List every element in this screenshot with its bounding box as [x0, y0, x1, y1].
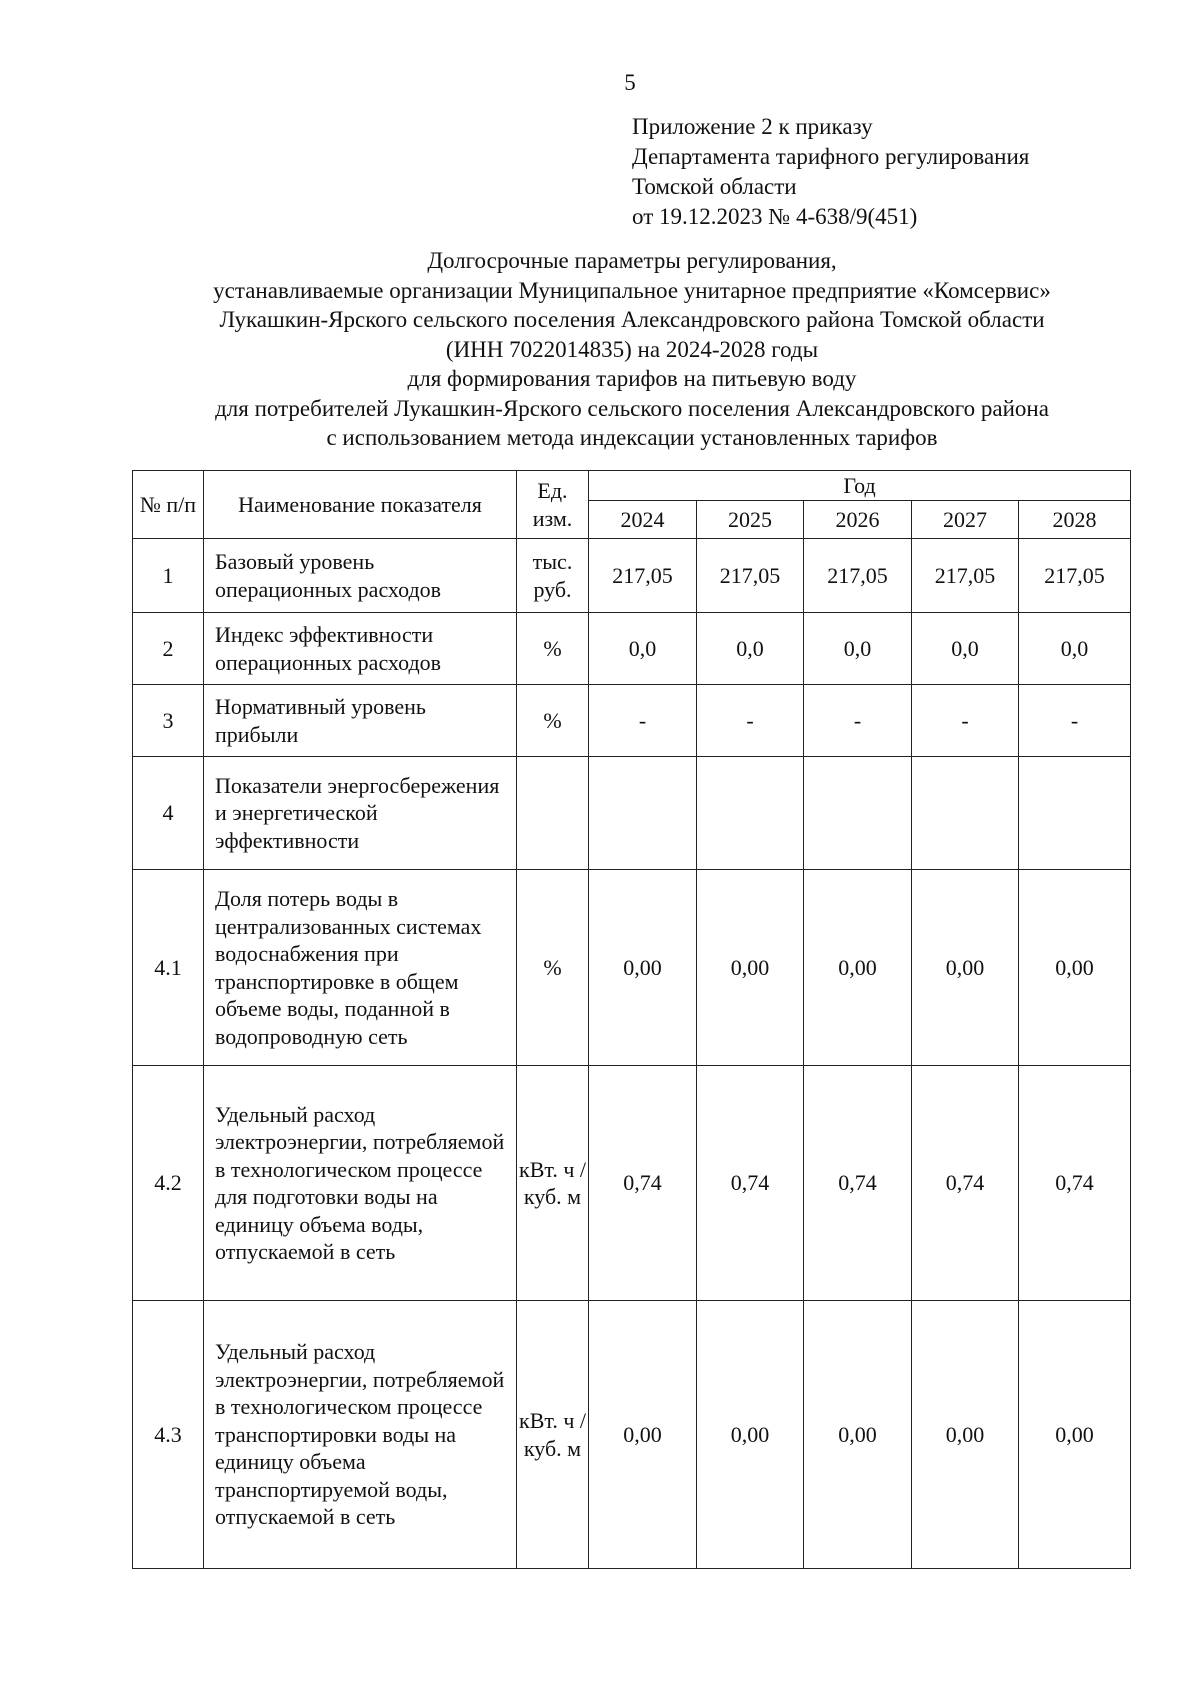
row-value — [697, 757, 804, 870]
row-name: Базовый уровень операционных расходов — [204, 539, 517, 613]
row-value: 0,0 — [912, 613, 1019, 685]
row-unit: % — [517, 685, 589, 757]
row-value: 0,0 — [1019, 613, 1131, 685]
table-header-row — [133, 471, 1131, 501]
row-value: 0,74 — [589, 1066, 697, 1301]
row-unit: тыс. руб. — [517, 539, 589, 613]
row-value: 217,05 — [589, 539, 697, 613]
approval-block — [632, 112, 1029, 232]
approval-line: Приложение 2 к приказу — [632, 114, 873, 139]
row-num: 4.2 — [133, 1066, 204, 1301]
row-value: 0,00 — [697, 1301, 804, 1569]
parameters-table — [132, 470, 1131, 1569]
row-value: 0,74 — [1019, 1066, 1131, 1301]
row-value: 0,00 — [804, 1301, 912, 1569]
row-value: - — [912, 685, 1019, 757]
row-name: Нормативный уровень прибыли — [204, 685, 517, 757]
approval-line: Томской области — [632, 174, 797, 199]
row-num: 4 — [133, 757, 204, 870]
row-name: Показатели энергосбережения и энергетической эффективности — [204, 757, 517, 870]
row-value: 0,0 — [804, 613, 912, 685]
row-name: Доля потерь воды в централизованных системах водоснабжения при транспортировке в общем объеме воды, поданной в водопроводную сеть — [204, 870, 517, 1066]
row-unit: кВт. ч / куб. м — [517, 1301, 589, 1569]
table-row — [133, 539, 1131, 613]
row-value: - — [697, 685, 804, 757]
header-year: Год — [589, 471, 1131, 501]
title-line: Лукашкин-Ярского сельского поселения Александровского района Томской области — [219, 307, 1045, 332]
page-number: 5 — [624, 70, 636, 95]
header-name: Наименование показателя — [204, 471, 517, 539]
row-value: 0,0 — [589, 613, 697, 685]
header-unit: Ед. изм. — [517, 471, 589, 539]
row-unit — [517, 757, 589, 870]
table-row — [133, 1066, 1131, 1301]
title-line: (ИНН 7022014835) на 2024-2028 годы — [445, 336, 819, 362]
approval-line: Департамента тарифного регулирования — [632, 144, 1030, 169]
row-value: 0,74 — [912, 1066, 1019, 1301]
row-value: 0,00 — [912, 1301, 1019, 1569]
row-value: 0,0 — [697, 613, 804, 685]
header-num: № п/п — [133, 471, 204, 539]
header-year-cell: 2025 — [697, 501, 804, 539]
row-value: 217,05 — [1019, 539, 1131, 613]
row-value: 0,74 — [804, 1066, 912, 1301]
table-row — [133, 870, 1131, 1066]
table-row — [133, 685, 1131, 757]
row-num: 4.3 — [133, 1301, 204, 1569]
approval-line: от 19.12.2023 № 4-638/9(451) — [632, 204, 918, 229]
row-value — [589, 757, 697, 870]
row-value: 0,74 — [697, 1066, 804, 1301]
row-value — [912, 757, 1019, 870]
header-year-cell: 2028 — [1019, 501, 1131, 539]
row-value: 0,00 — [1019, 1301, 1131, 1569]
row-num: 4.1 — [133, 870, 204, 1066]
document-title — [132, 246, 1132, 453]
row-num: 2 — [133, 613, 204, 685]
row-value — [1019, 757, 1131, 870]
row-value — [804, 757, 912, 870]
header-year-cell: 2027 — [912, 501, 1019, 539]
row-name: Удельный расход электроэнергии, потребляемой в технологическом процессе для подготовки воды на единицу объема воды, отпускаемой в сеть — [204, 1066, 517, 1301]
title-line: Долгосрочные параметры регулирования, — [427, 248, 837, 273]
row-value: 0,00 — [589, 870, 697, 1066]
row-unit: % — [517, 613, 589, 685]
row-value: 0,00 — [804, 870, 912, 1066]
title-line: устанавливаемые организации Муниципальное унитарное предприятие «Комсервис» — [213, 277, 1051, 303]
row-name: Индекс эффективности операционных расходов — [204, 613, 517, 685]
row-value: 217,05 — [697, 539, 804, 613]
row-num: 1 — [133, 539, 204, 613]
table-row — [133, 1301, 1131, 1569]
title-line: с использованием метода индексации установленных тарифов — [326, 425, 938, 450]
row-unit: кВт. ч / куб. м — [517, 1066, 589, 1301]
table-row — [133, 757, 1131, 870]
header-year-cell: 2024 — [589, 501, 697, 539]
row-value: 0,00 — [912, 870, 1019, 1066]
table-row — [133, 613, 1131, 685]
row-unit: % — [517, 870, 589, 1066]
row-value: - — [804, 685, 912, 757]
header-year-cell: 2026 — [804, 501, 912, 539]
row-value: - — [1019, 685, 1131, 757]
row-value: 217,05 — [804, 539, 912, 613]
row-value: 217,05 — [912, 539, 1019, 613]
title-line: для формирования тарифов на питьевую воду — [407, 366, 857, 391]
row-name: Удельный расход электроэнергии, потребляемой в технологическом процессе транспортировки воды на единицу объема транспортируемой воды, отпускаемой в сеть — [204, 1301, 517, 1569]
title-line: для потребителей Лукашкин-Ярского сельского поселения Александровского района — [215, 395, 1049, 421]
row-value: - — [589, 685, 697, 757]
row-value: 0,00 — [589, 1301, 697, 1569]
row-value: 0,00 — [1019, 870, 1131, 1066]
row-num: 3 — [133, 685, 204, 757]
row-value: 0,00 — [697, 870, 804, 1066]
